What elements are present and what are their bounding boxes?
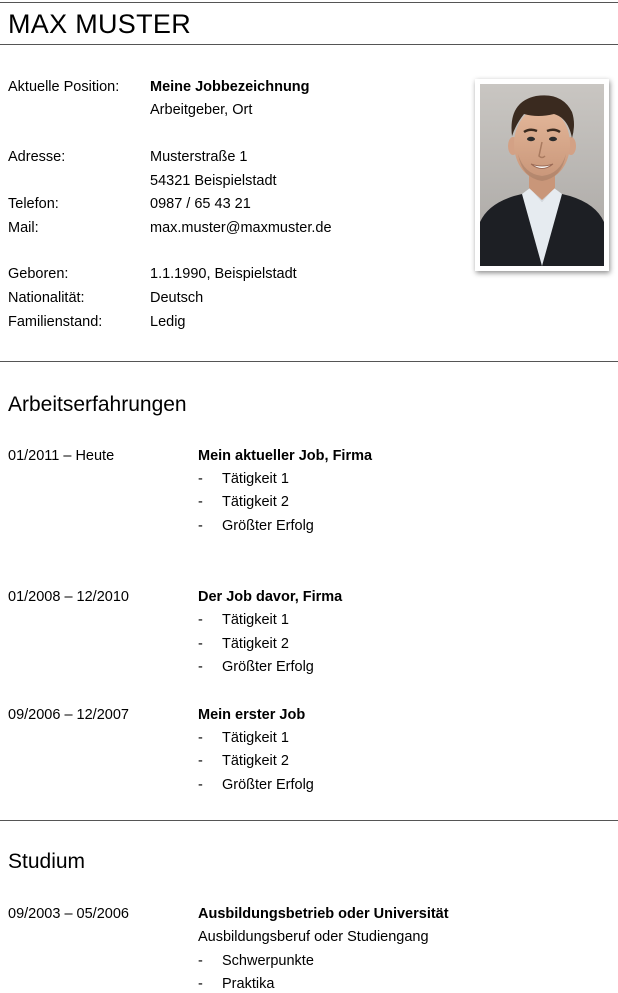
position-employer: Arbeitgeber, Ort: [150, 102, 253, 118]
header-rule: [0, 44, 618, 45]
job-item: Tätigkeit 2: [222, 753, 289, 769]
education-item: Praktika: [222, 976, 275, 992]
job-item: Tätigkeit 1: [222, 612, 289, 628]
address-city: 54321 Beispielstadt: [150, 173, 277, 189]
marital-label: Familienstand:: [8, 314, 103, 330]
bullet-dash: -: [198, 518, 203, 534]
phone-value: 0987 / 65 43 21: [150, 196, 251, 212]
experience-heading: Arbeitserfahrungen: [8, 393, 187, 416]
born-label: Geboren:: [8, 266, 69, 282]
bullet-dash: -: [198, 730, 203, 746]
bullet-dash: -: [198, 636, 203, 652]
bullet-dash: -: [198, 953, 203, 969]
mail-link[interactable]: max.muster@maxmuster.de: [150, 220, 332, 236]
bullet-dash: -: [198, 612, 203, 628]
job-title: Der Job davor, Firma: [198, 589, 343, 605]
job-period: 09/2006 – 12/2007: [8, 707, 129, 723]
education-institution: Ausbildungsbetrieb oder Universität: [198, 906, 449, 922]
job-item: Größter Erfolg: [222, 659, 314, 675]
portrait-image: [480, 84, 604, 266]
address-street: Musterstraße 1: [150, 149, 248, 165]
bullet-dash: -: [198, 777, 203, 793]
bullet-dash: -: [198, 976, 203, 992]
job-title: Mein erster Job: [198, 707, 306, 723]
job-period: 01/2011 – Heute: [8, 448, 115, 464]
nationality-value: Deutsch: [150, 290, 204, 306]
section-rule-personal: [0, 361, 618, 362]
bullet-dash: -: [198, 494, 203, 510]
position-label: Aktuelle Position:: [8, 79, 120, 95]
marital-value: Ledig: [150, 314, 186, 330]
nationality-label: Nationalität:: [8, 290, 85, 306]
education-subtitle: Ausbildungsberuf oder Studiengang: [198, 929, 429, 945]
job-period: 01/2008 – 12/2010: [8, 589, 129, 605]
bullet-dash: -: [198, 471, 203, 487]
education-item: Schwerpunkte: [222, 953, 314, 969]
bullet-dash: -: [198, 753, 203, 769]
section-rule-experience: [0, 820, 618, 821]
profile-photo: [475, 79, 609, 271]
job-title: Mein aktueller Job, Firma: [198, 448, 373, 464]
job-item: Tätigkeit 2: [222, 494, 289, 510]
job-item: Tätigkeit 1: [222, 730, 289, 746]
education-period: 09/2003 – 05/2006: [8, 906, 129, 922]
born-value: 1.1.1990, Beispielstadt: [150, 266, 297, 282]
mail-label: Mail:: [8, 220, 39, 236]
education-heading: Studium: [8, 850, 86, 873]
phone-label: Telefon:: [8, 196, 59, 212]
position-title: Meine Jobbezeichnung: [150, 79, 310, 95]
job-item: Größter Erfolg: [222, 777, 314, 793]
job-item: Tätigkeit 1: [222, 471, 289, 487]
bullet-dash: -: [198, 659, 203, 675]
top-rule: [0, 2, 618, 3]
address-label: Adresse:: [8, 149, 66, 165]
job-item: Größter Erfolg: [222, 518, 314, 534]
page-title: MAX MUSTER: [8, 9, 192, 39]
job-item: Tätigkeit 2: [222, 636, 289, 652]
